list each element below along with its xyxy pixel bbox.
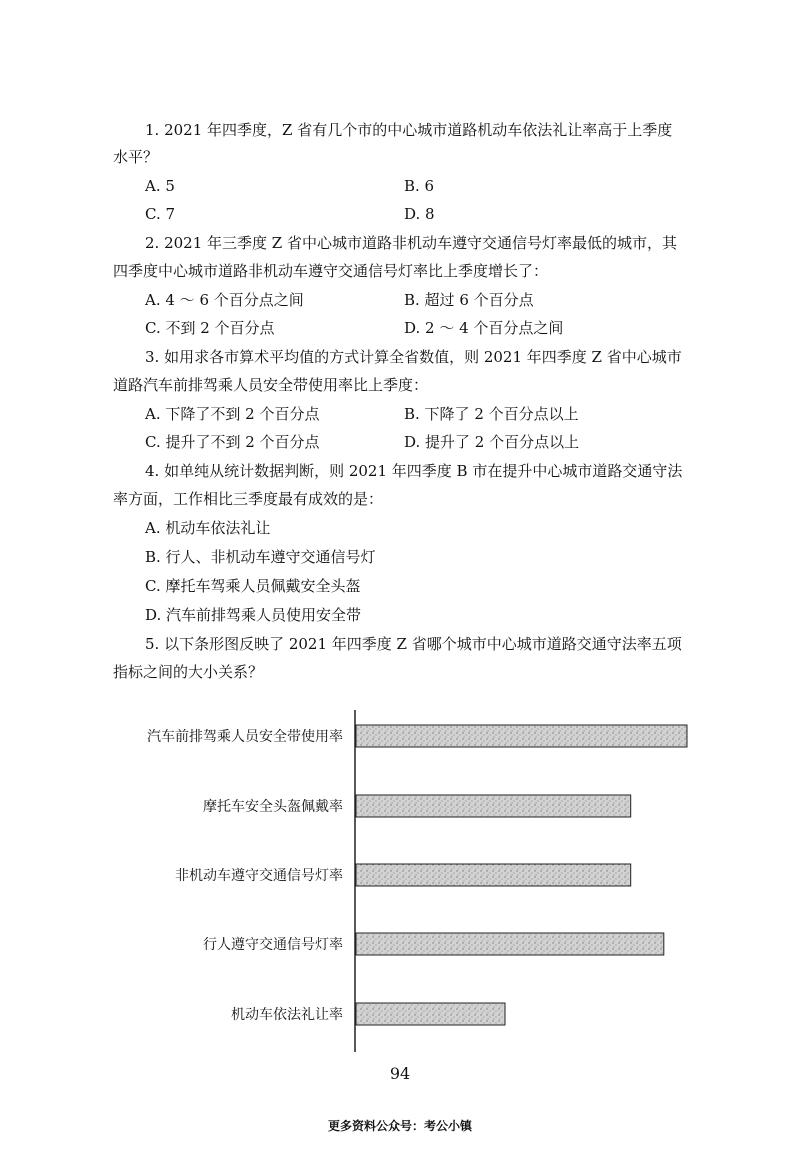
q3-stem-line2: 道路汽车前排驾乘人员安全带使用率比上季度：	[113, 376, 429, 394]
q4-option-b: B. 行人、非机动车遵守交通信号灯	[145, 548, 376, 566]
page-number: 94	[389, 1064, 411, 1083]
q4-option-a: A. 机动车依法礼让	[145, 519, 271, 537]
q1-stem-line2: 水平？	[113, 148, 159, 166]
q3-option-d: D. 提升了 2 个百分点以上	[404, 433, 580, 451]
bar-1	[356, 725, 687, 747]
footer-note: 更多资料公众号：考公小镇	[327, 1119, 472, 1133]
bar-label-3: 非机动车遵守交通信号灯率	[175, 868, 343, 884]
bar-label-4: 行人遵守交通信号灯率	[203, 937, 343, 953]
q5-stem-line1: 5. 以下条形图反映了 2021 年四季度 Z 省哪个城市中心城市道路交通守法率五项	[145, 635, 682, 653]
q2-stem-line1: 2. 2021 年三季度 Z 省中心城市道路非机动车遵守交通信号灯率最低的城市，其	[145, 234, 677, 252]
q3-option-a: A. 下降了不到 2 个百分点	[145, 405, 320, 423]
bar-label-2: 摩托车安全头盔佩戴率	[203, 799, 343, 815]
q4-option-d: D. 汽车前排驾乘人员使用安全带	[145, 606, 362, 624]
q2-option-c: C. 不到 2 个百分点	[145, 319, 275, 337]
q5-stem-line2: 指标之间的大小关系？	[113, 663, 264, 681]
q1-option-a: A. 5	[145, 177, 175, 195]
q3-option-c: C. 提升了不到 2 个百分点	[145, 433, 320, 451]
bar-4	[356, 933, 664, 955]
q2-stem-line2: 四季度中心城市道路非机动车遵守交通信号灯率比上季度增长了：	[113, 262, 549, 280]
q2-option-d: D. 2 ～ 4 个百分点之间	[404, 319, 564, 337]
q3-option-b: B. 下降了 2 个百分点以上	[404, 405, 579, 423]
bar-label-1: 汽车前排驾乘人员安全带使用率	[147, 729, 343, 745]
q2-option-b: B. 超过 6 个百分点	[404, 291, 534, 309]
q4-stem-line1: 4. 如单纯从统计数据判断，则 2021 年四季度 B 市在提升中心城市道路交通守法	[145, 462, 683, 480]
q1-option-c: C. 7	[145, 205, 176, 223]
q1-option-b: B. 6	[404, 177, 435, 195]
q1-option-d: D. 8	[404, 205, 435, 223]
bar-3	[356, 864, 631, 886]
q3-stem-line1: 3. 如用求各市算术平均值的方式计算全省数值，则 2021 年四季度 Z 省中心城市	[145, 348, 682, 366]
q1-stem-line1: 1. 2021 年四季度，Z 省有几个市的中心城市道路机动车依法礼让率高于上季度	[145, 121, 673, 139]
bar-label-5: 机动车依法礼让率	[231, 1007, 343, 1023]
q4-stem-line2: 率方面，工作相比三季度最有成效的是：	[113, 490, 384, 508]
bar-2	[356, 795, 631, 817]
q4-option-c: C. 摩托车驾乘人员佩戴安全头盔	[145, 577, 361, 595]
q2-option-a: A. 4 ～ 6 个百分点之间	[145, 291, 304, 309]
bar-5	[356, 1003, 505, 1025]
